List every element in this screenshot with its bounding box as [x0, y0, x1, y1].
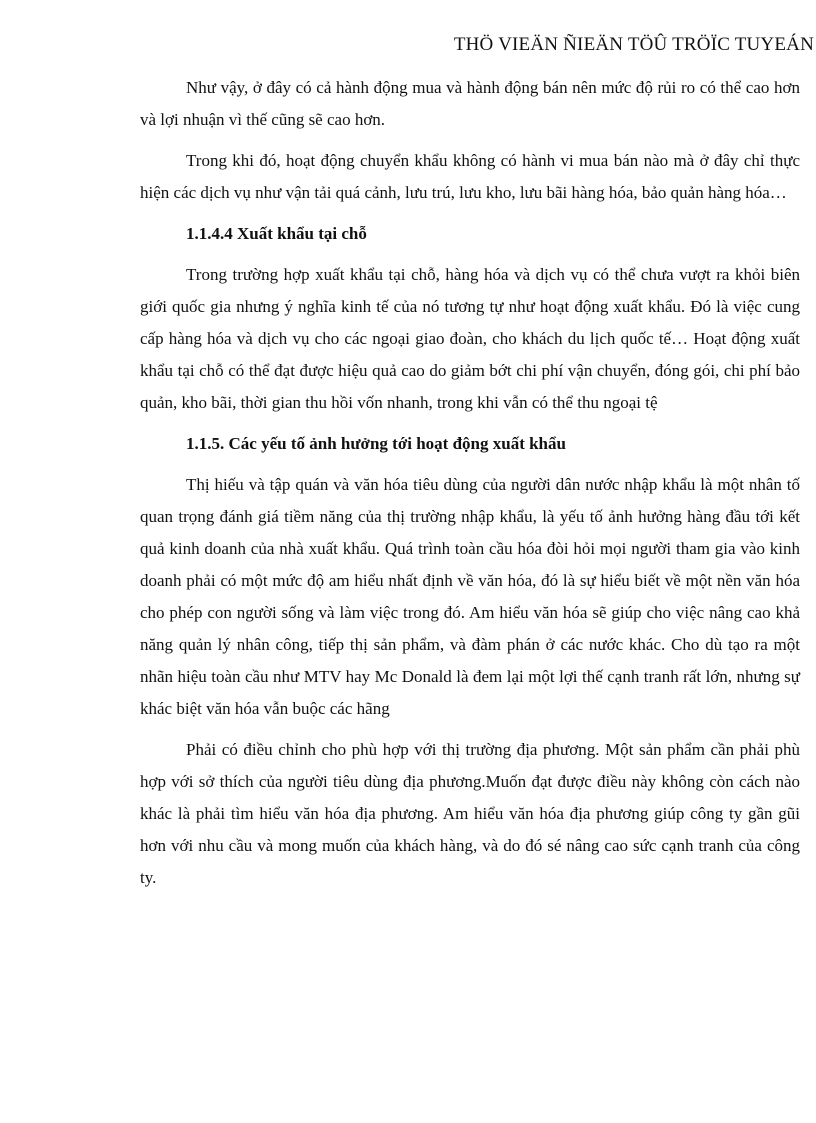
document-body	[140, 72, 800, 903]
paragraph-local-adaptation: Phải có điều chỉnh cho phù hợp với thị trường địa phương. Một sản phẩm cần phải phù hợp với sở thích của người tiêu dùng địa phương.Muốn đạt được điều này không còn cách nào khác là phải tìm hiểu văn hóa địa phương. Am hiểu văn hóa địa phương giúp công ty gần gũi hơn với nhu cầu và mong muốn của khách hàng, và do đó sé nâng cao sức cạnh tranh của công ty.	[140, 740, 800, 887]
section-heading-export-factors: 1.1.5. Các yếu tố ảnh hưởng tới hoạt động xuất khẩu	[186, 434, 566, 453]
paragraph-on-spot-export: Trong trường hợp xuất khẩu tại chỗ, hàng hóa và dịch vụ có thể chưa vượt ra khỏi biên giới quốc gia nhưng ý nghĩa kinh tế của nó tương tự như hoạt động xuất khẩu. Đó là việc cung cấp hàng hóa và dịch vụ cho các ngoại giao đoàn, cho khách du lịch quốc tế… Hoạt động xuất khẩu tại chỗ có thể đạt được hiệu quả cao do giảm bớt chi phí vận chuyển, đóng gói, chi phí bảo quản, kho bãi, thời gian thu hồi vốn nhanh, trong khi vẫn có thể thu ngoại tệ	[140, 265, 800, 412]
paragraph-buy-sell-risk: Như vậy, ở đây có cả hành động mua và hành động bán nên mức độ rủi ro có thể cao hơn và lợi nhuận vì thế cũng sẽ cao hơn.	[140, 78, 800, 129]
paragraph-consumer-culture: Thị hiếu và tập quán và văn hóa tiêu dùng của người dân nước nhập khẩu là một nhân tố quan trọng đánh giá tiềm năng của thị trường nhập khẩu, là yếu tố ảnh hưởng hàng đầu tới kết quả kinh doanh của nhà xuất khẩu. Quá trình toàn cầu hóa đòi hỏi mọi người tham gia vào kinh doanh phải có một mức độ am hiểu nhất định về văn hóa, đó là sự hiểu biết về một nền văn hóa cho phép con người sống và làm việc trong đó. Am hiểu văn hóa sẽ giúp cho việc nâng cao khả năng quản lý nhân công, tiếp thị sản phẩm, và đàm phán ở các nước khác. Cho dù tạo ra một nhãn hiệu toàn cầu như MTV hay Mc Donald là đem lại một lợi thế cạnh tranh rất lớn, nhưng sự khác biệt văn hóa vẫn buộc các hãng	[140, 475, 800, 718]
section-heading-on-spot-export: 1.1.4.4 Xuất khẩu tại chỗ	[186, 224, 367, 243]
running-header: THÖ VIEÄN ÑIEÄN TÖÛ TRÖÏC TUYEÁN	[453, 34, 814, 55]
paragraph-transit-trade: Trong khi đó, hoạt động chuyển khẩu không có hành vi mua bán nào mà ở đây chỉ thực hiện các dịch vụ như vận tải quá cảnh, lưu trú, lưu kho, lưu bãi hàng hóa, bảo quản hàng hóa…	[140, 151, 800, 202]
